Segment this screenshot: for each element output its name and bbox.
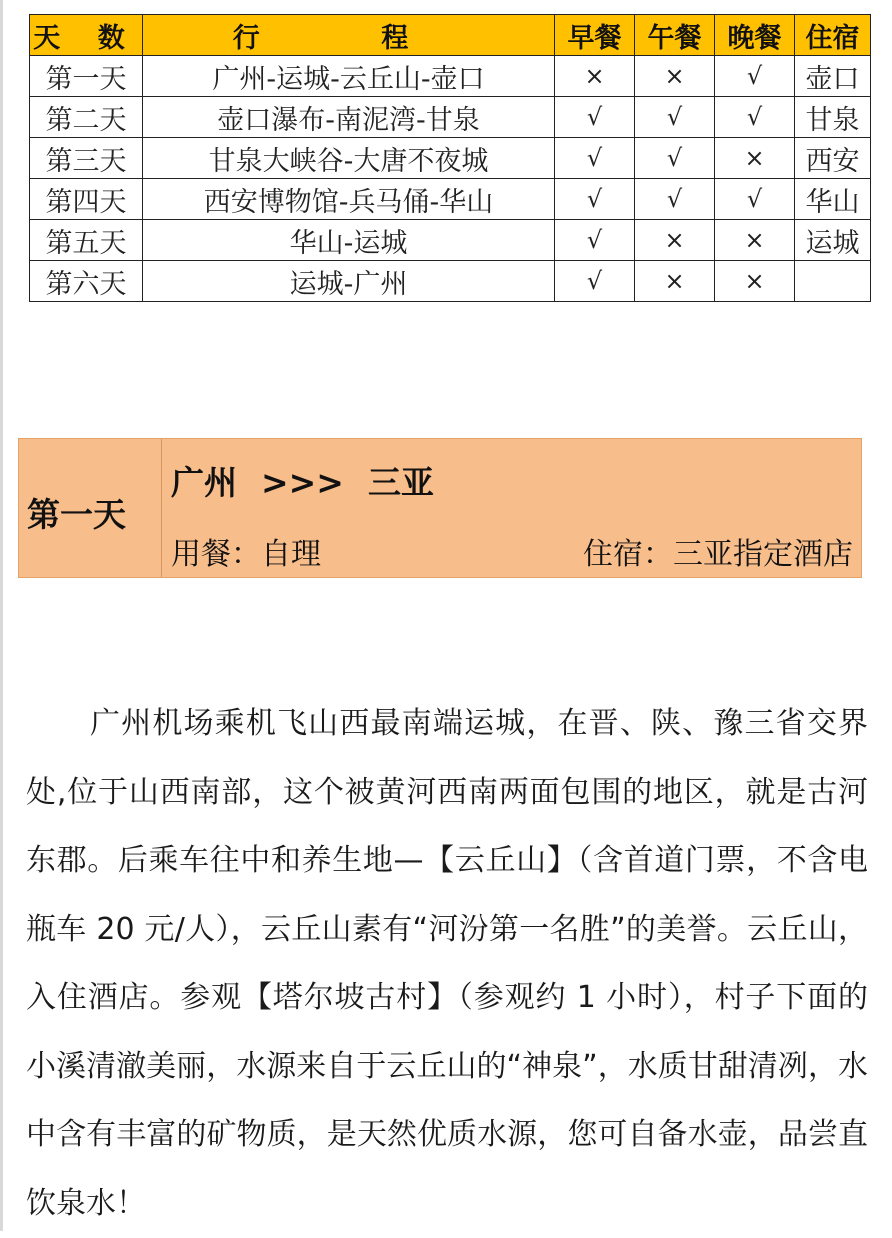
cell-breakfast: √ [555,220,635,261]
day-stay-info: 住宿：三亚指定酒店 [583,537,853,572]
cell-dinner: √ [715,56,795,97]
day-meal-info: 用餐：自理 [171,537,321,572]
cell-stay: 西安 [795,138,871,179]
table-row [30,56,871,97]
cell-lunch: × [635,56,715,97]
cell-stay: 运城 [795,220,871,261]
cell-day: 第二天 [30,97,143,138]
cell-lunch: √ [635,97,715,138]
table-row [30,138,871,179]
day-header-divider [161,439,162,577]
cell-day: 第五天 [30,220,143,261]
cell-dinner: × [715,261,795,302]
itinerary-table [29,14,871,302]
header-stay: 住宿 [795,15,871,56]
cell-route: 西安博物馆-兵马俑-华山 [143,179,555,220]
cell-stay: 甘泉 [795,97,871,138]
cell-breakfast: √ [555,138,635,179]
table-row [30,179,871,220]
cell-dinner: × [715,138,795,179]
cell-dinner: × [715,220,795,261]
day-route [171,457,434,504]
cell-lunch: × [635,220,715,261]
cell-lunch: √ [635,138,715,179]
cell-breakfast: √ [555,97,635,138]
table-row [30,220,871,261]
cell-route: 甘泉大峡谷-大唐不夜城 [143,138,555,179]
cell-stay: 华山 [795,179,871,220]
cell-stay [795,261,871,302]
cell-breakfast: √ [555,179,635,220]
cell-day: 第六天 [30,261,143,302]
header-breakfast: 早餐 [555,15,635,56]
cell-dinner: √ [715,97,795,138]
route-arrow: >>> [261,463,344,502]
table-row [30,97,871,138]
table-header-row [30,15,871,56]
route-to: 三亚 [367,463,434,502]
header-dinner: 晚餐 [715,15,795,56]
cell-dinner: √ [715,179,795,220]
day-label: 第一天 [27,495,126,534]
day-description-paragraph: 广州机场乘机飞山西最南端运城，在晋、陕、豫三省交界处,位于山西南部，这个被黄河西南两面包围的地区，就是古河东郡。后乘车往中和养生地—【云丘山】（含首道门票，不含电瓶车 20 元/人），云丘山素有“河汾第一名胜”的美誉。云丘山，入住酒店。参观【塔尔坡古村】（参观约 1 小时），村子下面的小溪清澈美丽，水源来自于云丘山的“神泉”，水质甘甜清冽，水中含有丰富的矿物质，是天然优质水源，您可自备水壶，品尝直饮泉水！ [26,706,868,1221]
cell-route: 广州-运城-云丘山-壶口 [143,56,555,97]
cell-breakfast: × [555,56,635,97]
cell-day: 第三天 [30,138,143,179]
cell-breakfast: √ [555,261,635,302]
table-row [30,261,871,302]
header-route: 行 程 [143,15,555,56]
cell-day: 第一天 [30,56,143,97]
header-lunch: 午餐 [635,15,715,56]
day-header-banner [18,438,862,578]
cell-route: 华山-运城 [143,220,555,261]
route-from: 广州 [171,463,237,502]
cell-route: 壶口瀑布-南泥湾-甘泉 [143,97,555,138]
cell-lunch: √ [635,179,715,220]
cell-lunch: × [635,261,715,302]
header-day: 天 数 [30,15,143,56]
cell-stay: 壶口 [795,56,871,97]
cell-route: 运城-广州 [143,261,555,302]
left-margin-rule [0,0,3,1231]
cell-day: 第四天 [30,179,143,220]
